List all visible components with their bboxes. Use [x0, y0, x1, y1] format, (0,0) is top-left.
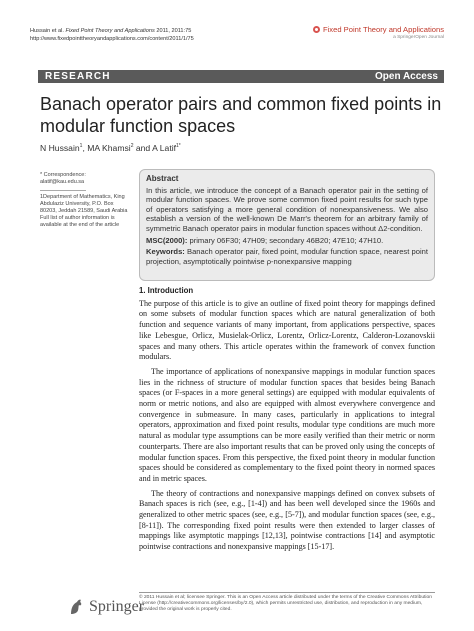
- author-affiliation-mark: 1: [79, 143, 83, 150]
- author-separator: ,: [82, 143, 88, 153]
- paragraph: The purpose of this article is to give an outline of fixed point theory for mappings defined on some subsets of modular function spaces which are natural generalization of both function and sequence variants of many important, from applications perspective, spaces like Lebesgue, Orlicz, Musielak-Orlicz, Lorentz, Orlicz-Lorentz, Calderon-Lozanovskii spaces and many others. This article operates within the framework of convex function modulars.: [139, 298, 435, 362]
- springer-wordmark: Springer: [89, 598, 145, 615]
- springer-horse-icon: [68, 598, 84, 616]
- keywords-label: Keywords:: [146, 247, 185, 257]
- main-text: [139, 286, 435, 557]
- divider: [40, 190, 86, 191]
- author-notes: [40, 172, 128, 229]
- msc-label: MSC(2000):: [146, 235, 188, 245]
- author-name: MA Khamsi: [87, 143, 131, 153]
- license-text: © 2011 Hussain et al; licensee Springer. This is an Open Access article distributed under the terms of the Creative Commons Attribution License (http://creativecommons.org/licenses/by/2.0), which permits unrestricted use, distribution, and reproduction in any medium, provided the original work is properly cited.: [139, 595, 432, 612]
- article-url[interactable]: http://www.fixedpointtheoryandapplications.com/content/2011/1/75: [30, 36, 194, 42]
- publisher-logo: [68, 598, 144, 616]
- article-type-bar: [38, 70, 444, 83]
- journal-logo-icon: [313, 26, 320, 33]
- msc-codes: primary 06F30; 47H09; secondary 46B20; 47E10; 47H10.: [187, 235, 384, 245]
- journal-subtitle: a SpringerOpen Journal: [393, 35, 444, 40]
- abstract-box: [139, 169, 435, 281]
- journal-brand: [313, 25, 444, 40]
- author-affiliation-mark: 1*: [176, 143, 181, 150]
- paper-title: Banach operator pairs and common fixed points in modular function spaces: [40, 94, 442, 136]
- abstract-heading: Abstract: [146, 174, 179, 183]
- article-type-label: RESEARCH: [45, 71, 111, 82]
- author-affiliation-mark: 2: [130, 143, 134, 150]
- citation-year: 2011, 2011:75: [156, 28, 192, 34]
- author-list: [40, 143, 181, 153]
- author-separator: and: [133, 143, 153, 153]
- affiliation: 1Department of Mathematics, King Abdulaziz University, P.O. Box 80203, Jeddah 21589, Saudi Arabia: [40, 194, 128, 214]
- keywords-line: [146, 247, 428, 266]
- journal-name: Fixed Point Theory and Applications: [322, 25, 444, 34]
- running-header: [30, 27, 194, 43]
- author-name: A Latif: [152, 143, 176, 153]
- msc-line: [146, 236, 428, 246]
- keywords-text: Banach operator pair, fixed point, modular function space, nearest point projection, asymptotically pointwise ρ-nonexpansive mapping: [146, 247, 428, 266]
- citation-journal: Fixed Point Theory and Applications: [65, 28, 155, 34]
- journal-title: [313, 25, 444, 34]
- citation-authors: Hussain et al.: [30, 28, 64, 34]
- section-heading: 1. Introduction: [139, 286, 194, 295]
- correspondence-email[interactable]: * Correspondence: alatif@kau.edu.sa: [40, 172, 86, 185]
- abstract-text: In this article, we introduce the concept of a Banach operator pair in the setting of modular function spaces. We prove some common fixed point results for such type of operators satisfying a more general condition of nonexpansiveness. We also establish a version of the well-known De Marr's theorem for an arbitrary family of symmetric Banach operator pairs in modular function spaces without Δ2-condition.: [146, 185, 428, 233]
- open-access-label: Open Access: [375, 71, 438, 82]
- author-name: N Hussain: [40, 143, 80, 153]
- footer-divider: [139, 592, 435, 593]
- paragraph: The importance of applications of nonexpansive mappings in modular function spaces lies in the richness of structure of modular function spaces that besides being Banach spaces (or F-spaces in a more general settings) are equipped with modular equivalents of norm or metric notions, and also are equipped with almost everywhere convergence and convergence in submeasure. In many cases, particularly in applications to integral operators, approximation and fixed point results, modular type conditions are much more natural as modular type assumptions can be more easily verified than their metric or norm counterparts. There are also important results that can be proved only using the concepts of modular function spaces. From this perspective, the fixed point theory in modular function spaces should be considered as complementary to the fixed point theory in normed spaces and in metric spaces.: [139, 366, 435, 483]
- author-info-note: Full list of author information is available at the end of the article: [40, 215, 120, 228]
- paragraph: The theory of contractions and nonexpansive mappings defined on convex subsets of Banach spaces is rich (see, e.g., [1-4]) and has been well developed since the 1960s and generalized to other metric spaces (see, e.g., [5-7]), and modular function spaces (see, e.g., [8-11]). The corresponding fixed point results were then extended to larger classes of mappings like asymptotic mappings [12,13], pointwise contractions [14] and asymptotic pointwise contractions and nonexpansive mappings [15-17].: [139, 488, 435, 552]
- citation-line: [30, 27, 194, 35]
